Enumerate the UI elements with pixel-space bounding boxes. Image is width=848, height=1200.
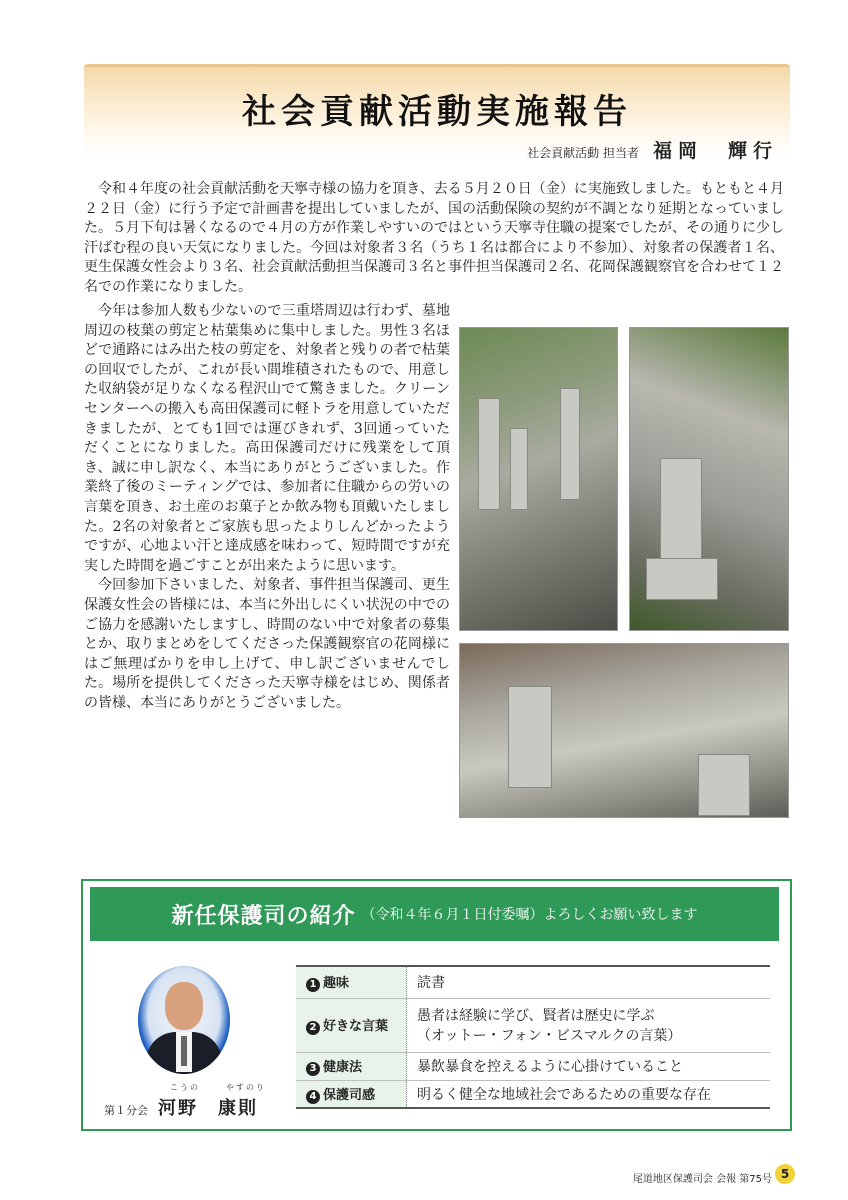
byline-role: 社会貢献活動 担当者 [527,146,639,160]
body-column [84,302,450,713]
footer-publication: 尾道地区保護司会 会報 第75号 [632,1174,772,1185]
new-member-subheading: （令和４年６月１日付委嘱）よろしくお願い致します [361,907,698,923]
member-name: 河野 康則 [158,1098,258,1119]
info-row: 4 保護司感 明るく健全な地域社会であるための重要な存在 [296,1080,770,1108]
member-caption [104,1094,258,1120]
ruby-family: こうの [170,1083,200,1092]
photo-gravestone-workers [629,327,789,631]
page-number: 5 [775,1164,795,1184]
member-group: 第１分会 [104,1104,148,1117]
info-row: 1 趣味 読書 [296,966,770,998]
byline [527,136,778,163]
page-title: 社会貢献活動実施報告 [242,92,632,132]
info-row: 2 好きな言葉 愚者は経験に学び、賢者は歴史に学ぶ （オットー・フォン・ビスマルクの言葉） [296,998,770,1052]
intro-paragraph: 令和４年度の社会貢献活動を天寧寺様の協力を頂き、去る５月２０日（金）に実施致しました。もともと４月２２日（金）に行う予定で計画書を提出していましたが、国の活動保険の契約が不調となり延期となっていました。５月下旬は暑くなるので４月の方が作業しやすいのではという天寧寺住職の提案でしたが、その通りに少し汗ばむ程の良い天気になりました。今回は対象者３名（うち１名は都合により不参加）、対象者の保護者１名、更生保護女性会より３名、社会貢献活動担当保護司３名と事件担当保護司２名、花岡保護観察官を合わせて１２名での作業になりました。 [84,181,784,295]
body-paragraph-1: 今年は参加人数も少ないので三重塔周辺は行わず、墓地周辺の枝葉の剪定と枯葉集めに集中しました。男性３名ほどで通路にはみ出た枝の剪定を、対象者と残りの者で枯葉の回収でしたが、これが長い間堆積されたもので、用意した収納袋が足りなくなる程沢山でて驚きました。クリーンセンターへの搬入も高田保護司に軽トラを用意していただきましたが、とても1回では運びきれず、3回通っていただくことになりました。高田保護司だけに残業をして頂き、誠に申し訳なく、本当にありがとうございました。作業終了後のミーティングでは、参加者に住職からの労いの言葉を頂き、お土産のお菓子とか飲み物も頂戴いたしました。2名の対象者とご家族も思ったよりしんどかったようですが、心地よい汗と達成感を味わって、短時間ですが充実した時間を過ごすことが出来たように思います。 [84,303,450,574]
member-info-table [296,965,770,1109]
new-member-heading: 新任保護司の紹介 [171,902,356,929]
new-member-header [90,887,779,941]
photo-group-work [459,643,789,818]
info-row: 3 健康法 暴飲暴食を控えるように心掛けていること [296,1052,770,1080]
photo-cemetery-path [459,327,618,631]
byline-name: 福岡 輝行 [652,140,778,162]
member-portrait [138,966,230,1074]
ruby-given: やすのり [226,1083,266,1092]
body-paragraph-2: 今回参加下さいました、対象者、事件担当保護司、更生保護女性会の皆様には、本当に外出しにくい状況の中でのご協力を感謝いたしますし、時間のない中で対象者の募集とか、取りまとめをしてくださった保護観察官の花岡様にはご無理ばかりを申し上げて、申し訳ございませんでした。場所を提供してくださった天寧寺様をはじめ、関係者の皆様、本当にありがとうございました。 [84,577,450,711]
